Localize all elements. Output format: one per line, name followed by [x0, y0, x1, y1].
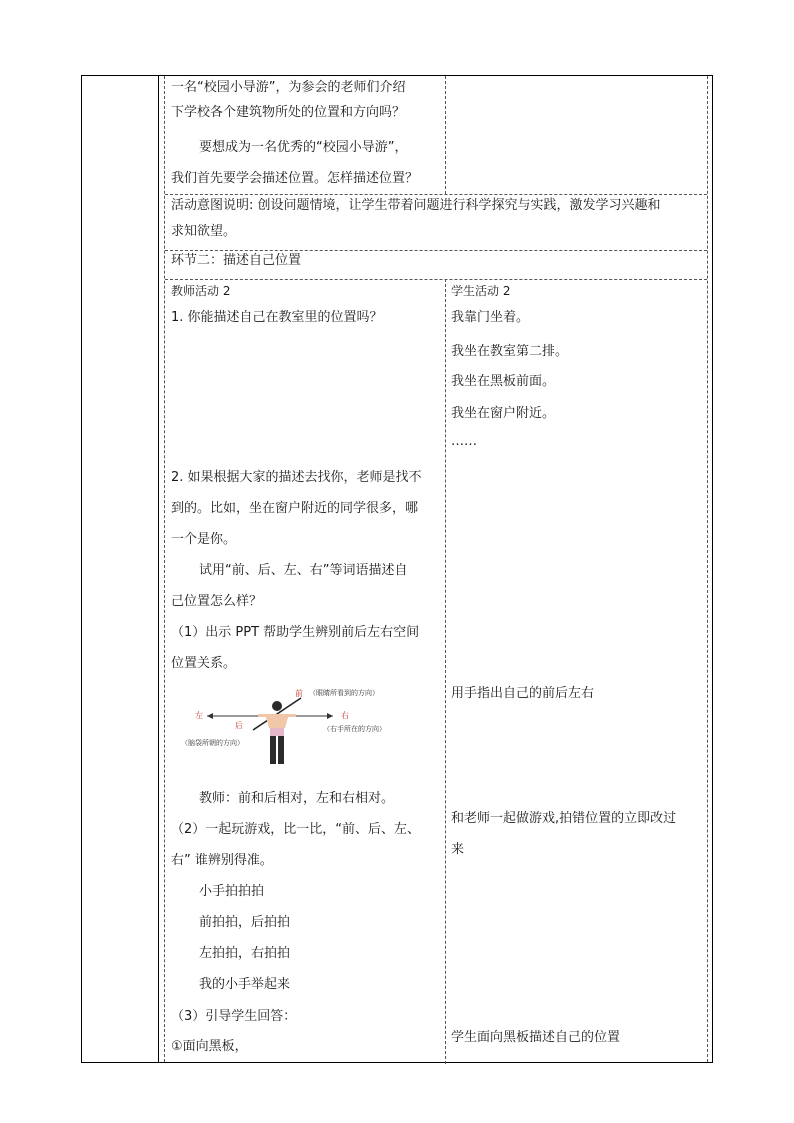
teacher-text: 2. 如果根据大家的描述去找你，老师是找不 — [171, 470, 422, 485]
student-answer: 我坐在黑板前面。 — [451, 374, 556, 389]
teacher-text: 右” 谁辨别得准。 — [171, 853, 273, 868]
student-text: 和老师一起做游戏,拍错位置的立即改过 — [451, 811, 677, 826]
label-left: 左 — [195, 711, 203, 720]
row-divider — [165, 279, 707, 280]
section-title: 环节二：描述自己位置 — [171, 253, 302, 268]
intent-text: 求知欲望。 — [171, 224, 237, 239]
rhyme-line: 我的小手举起来 — [199, 977, 291, 992]
student-answer: 我靠门坐着。 — [451, 310, 530, 325]
teacher-text: 试用“前、后、左、右”等词语描述自 — [199, 563, 408, 578]
teacher-text: 一个是你。 — [171, 532, 237, 547]
left-column-divider — [158, 76, 159, 1062]
student-answer: 我坐在教室第二排。 — [451, 344, 569, 359]
teacher-text: 教师：前和后相对，左和右相对。 — [199, 791, 395, 806]
student-text: 学生面向黑板描述自己的位置 — [451, 1030, 621, 1045]
teacher-text: 己位置怎么样？ — [171, 594, 263, 609]
student-activity-header: 学生活动 2 — [451, 284, 511, 298]
teacher-text: （1）出示 PPT 帮助学生辨别前后左右空间 — [171, 625, 420, 640]
intro-line: 一名“校园小导游”，为参会的老师们介绍 — [171, 80, 406, 95]
teacher-text: （3）引导学生回答： — [171, 1009, 297, 1024]
intro-line: 我们首先要学会描述位置。怎样描述位置？ — [171, 171, 419, 186]
teacher-text: 到的。比如，坐在窗户附近的同学很多，哪 — [171, 501, 419, 516]
rhyme-line: 左拍拍，右拍拍 — [199, 946, 291, 961]
rhyme-line: 小手拍拍拍 — [199, 884, 265, 899]
rhyme-line: 前拍拍，后拍拍 — [199, 915, 291, 930]
student-answer: 我坐在窗户附近。 — [451, 406, 556, 421]
column-divider — [445, 279, 446, 1064]
lesson-plan-table — [81, 75, 713, 1063]
student-text: 来 — [451, 842, 465, 857]
direction-illustration — [173, 684, 413, 774]
content-area — [164, 76, 708, 1062]
caption-front: （眼睛所看到的方向） — [309, 689, 379, 697]
teacher-activity-header: 教师活动 2 — [171, 284, 231, 298]
student-text: 用手指出自己的前后左右 — [451, 686, 595, 701]
teacher-text: 位置关系。 — [171, 656, 237, 671]
teacher-text: （2）一起玩游戏，比一比，“前、后、左、 — [171, 822, 421, 837]
student-answer: …… — [451, 434, 477, 449]
row-divider — [165, 194, 707, 195]
caption-back: （脑袋所朝的方向） — [181, 739, 244, 747]
label-back: 后 — [235, 721, 243, 730]
intent-text: 活动意图说明: 创设问题情境，让学生带着问题进行科学探究与实践，激发学习兴趣和 — [171, 198, 661, 213]
teacher-question: 1. 你能描述自己在教室里的位置吗？ — [171, 310, 383, 325]
teacher-text: ①面向黑板， — [171, 1039, 248, 1054]
column-divider — [445, 76, 446, 194]
label-right: 右 — [341, 711, 349, 720]
label-front: 前 — [295, 689, 303, 698]
intro-line: 要想成为一名优秀的“校园小导游”， — [199, 140, 408, 155]
caption-right: （右手所在的方向） — [323, 725, 386, 733]
intro-line: 下学校各个建筑物所处的位置和方向吗？ — [171, 105, 406, 120]
